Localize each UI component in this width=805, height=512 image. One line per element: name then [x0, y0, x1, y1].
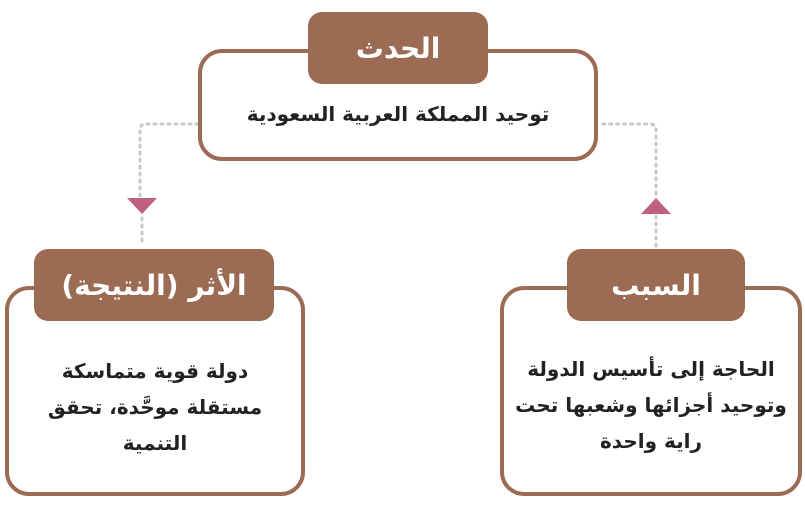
cause-line-1: الحاجة إلى تأسيس الدولة	[527, 357, 775, 381]
effect-text	[20, 353, 290, 461]
effect-line-3: التنمية	[122, 431, 188, 455]
cause-title: السبب	[567, 249, 745, 321]
down-arrow-icon	[127, 198, 157, 214]
connector-to-effect	[140, 124, 198, 196]
event-title: الحدث	[308, 12, 488, 84]
event-text	[210, 96, 586, 132]
connector-to-event	[600, 124, 656, 194]
cause-text	[510, 351, 792, 459]
effect-line-2: مستقلة موحَّدة، تحقق	[47, 395, 263, 419]
effect-line-1: دولة قوية متماسكة	[61, 359, 249, 383]
event-text-line: توحيد المملكة العربية السعودية	[246, 102, 550, 126]
up-arrow-icon	[641, 198, 671, 214]
cause-line-2: وتوحيد أجزائها وشعبها تحت	[515, 393, 787, 417]
cause-line-3: راية واحدة	[599, 429, 703, 453]
effect-title: الأثر (النتيجة)	[34, 249, 274, 321]
